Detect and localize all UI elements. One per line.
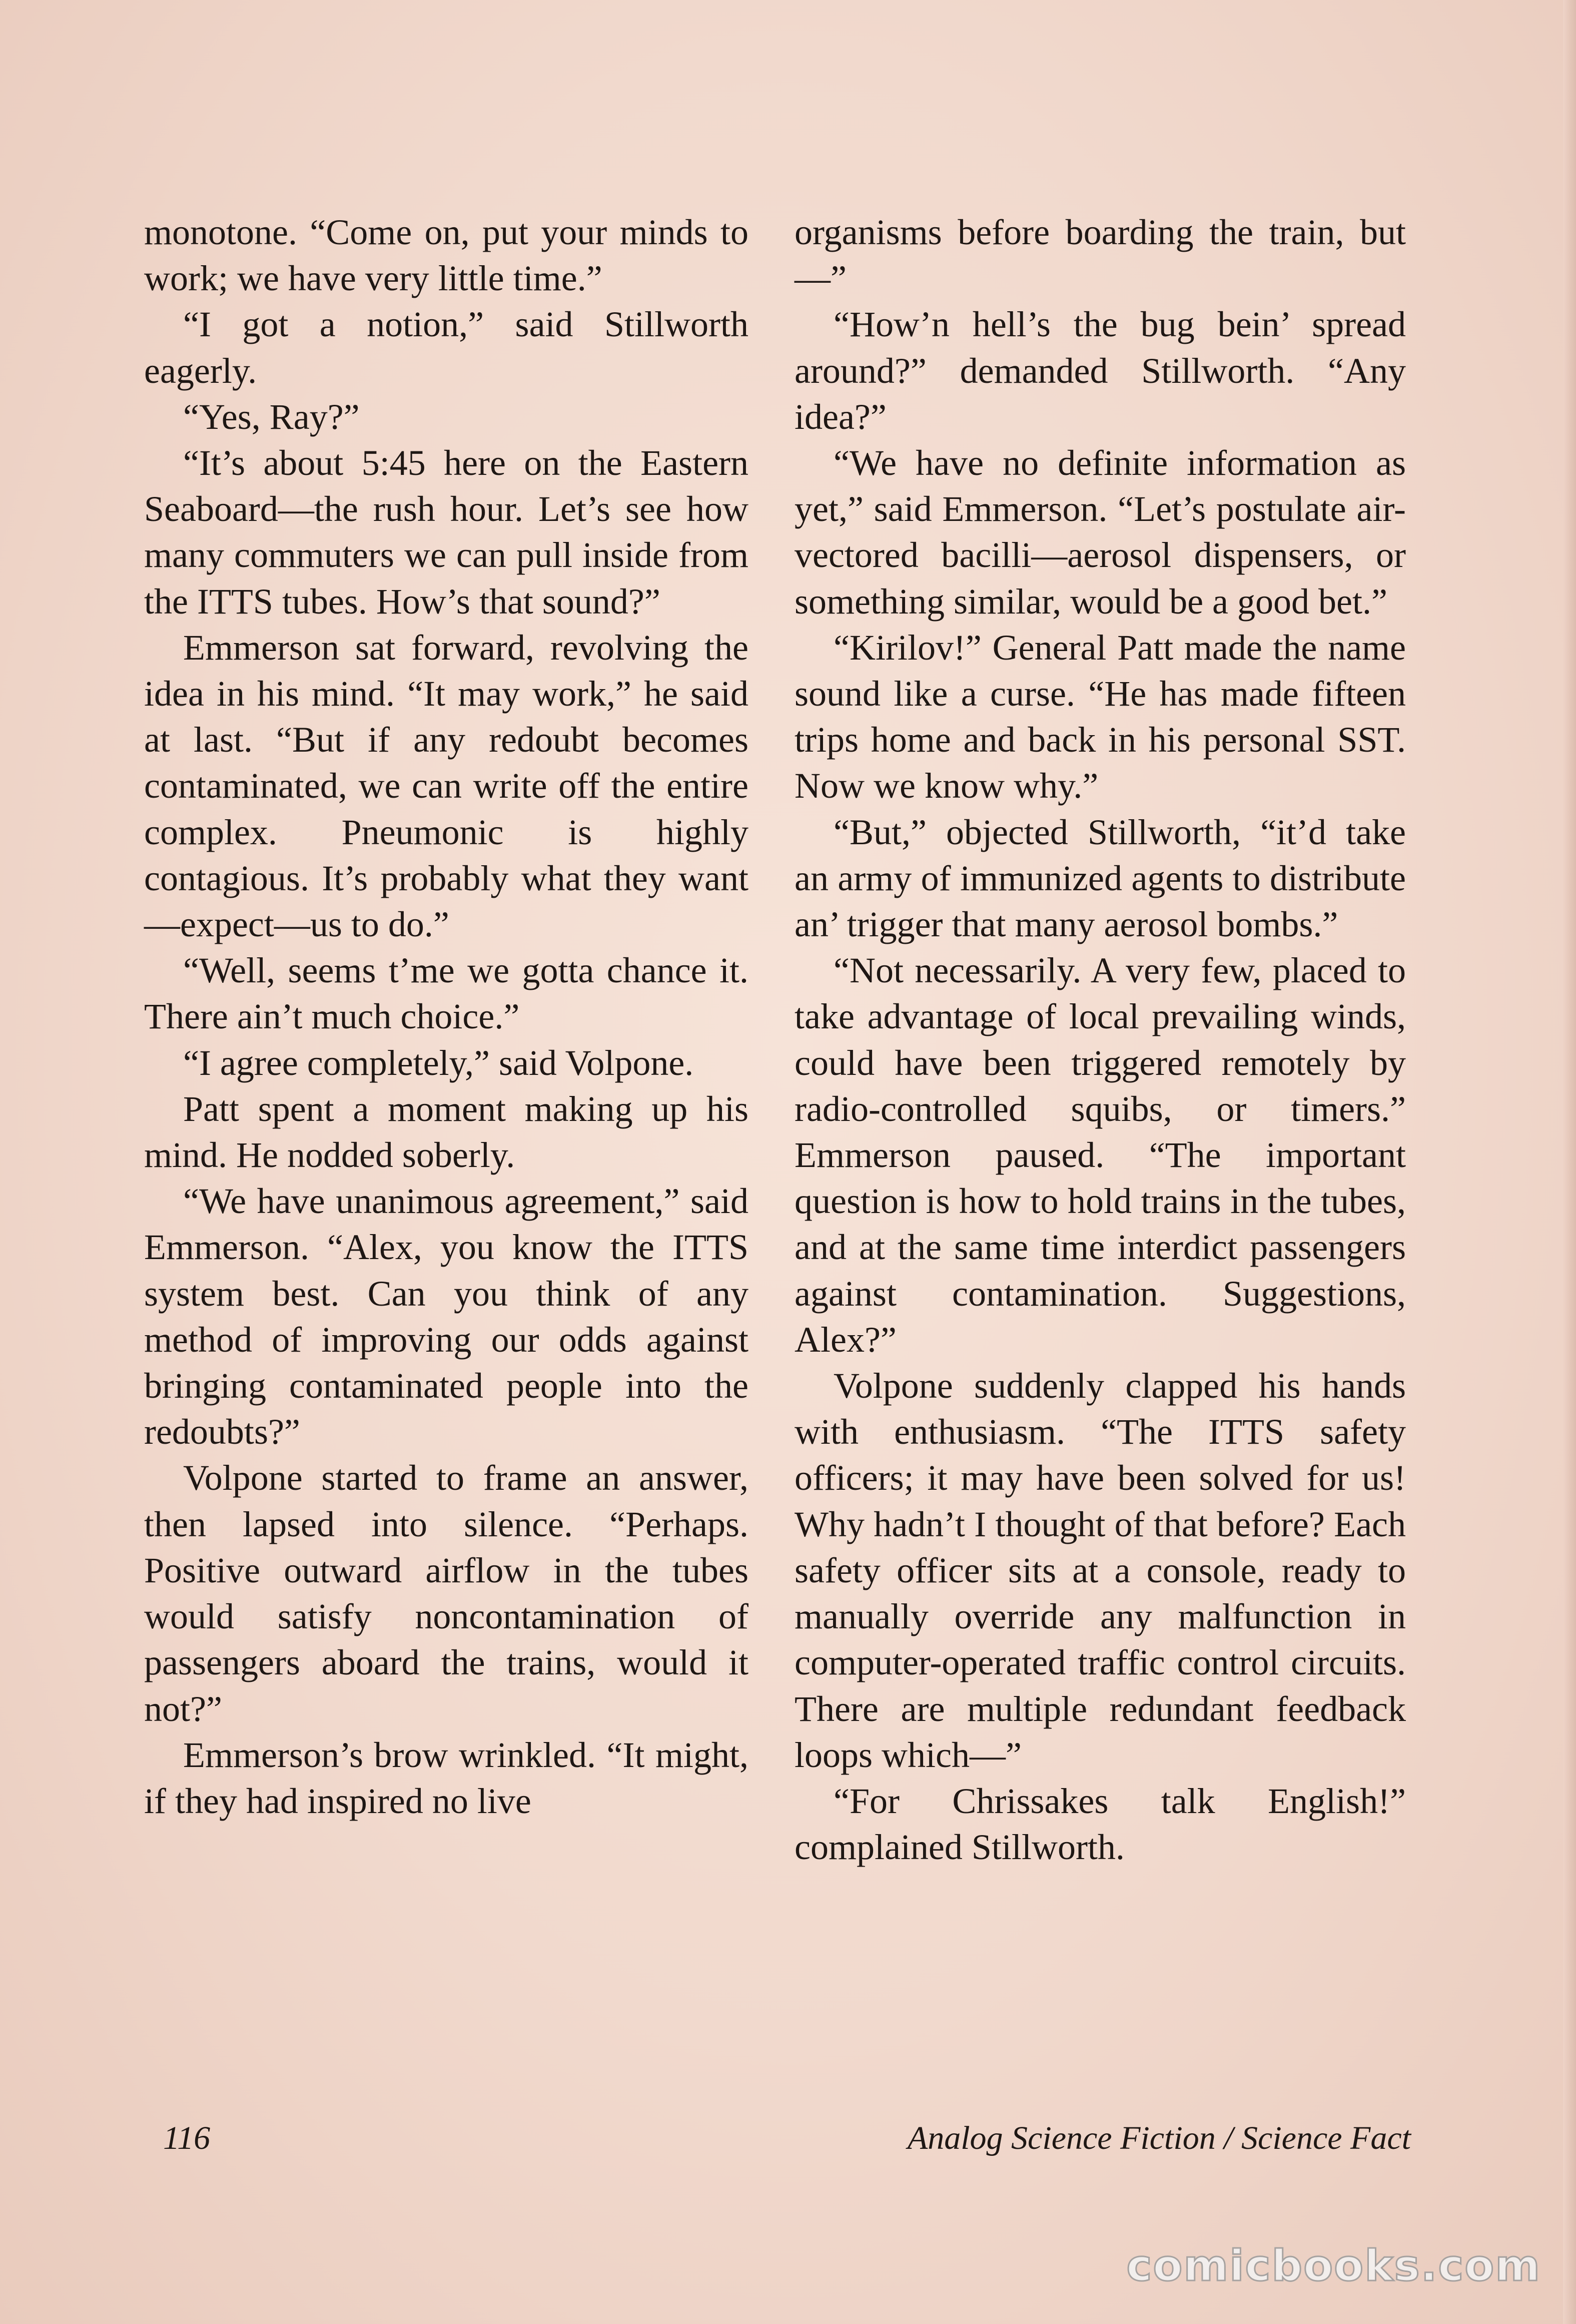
paragraph: Patt spent a moment making up his mind. He nodded soberly. — [144, 1088, 748, 1176]
paragraph: “It’s about 5:45 here on the Eastern Seaboard—the rush hour. Let’s see how many commuters we can pull inside from the ITTS tubes. How’s that sound?” — [144, 443, 748, 622]
paragraph: Emmerson’s brow wrinkled. “It might, if they had inspired no live — [144, 1734, 748, 1821]
paragraph: “For Chrissakes talk English!” complained Stillworth. — [795, 1781, 1406, 1868]
paragraph: organisms before boarding the train, but—” — [795, 212, 1406, 299]
paragraph: “Not necessarily. A very few, placed to take advantage of local prevailing winds, could have been triggered remotely by radio-controlled squibs, or timers.” Emmerson paused. “The important question is how to hold trains in the tubes, and at the same time interdict passengers against contamination. Suggestions, Alex?” — [795, 950, 1406, 1360]
paragraph: “We have unanimous agreement,” said Emmerson. “Alex, you know the ITTS system best. Can you think of any method of improving our odds against bringing contaminated people into the redoubts?” — [144, 1181, 748, 1452]
watermark-logo: comicbooks.com — [1126, 2241, 1541, 2291]
paragraph: “Yes, Ray?” — [183, 396, 360, 437]
paragraph: “How’n hell’s the bug bein’ spread around?” demanded Stillworth. “Any idea?” — [795, 304, 1406, 437]
paragraph: “Well, seems t’me we gotta chance it. There ain’t much choice.” — [144, 950, 748, 1037]
paragraph: “We have no definite information as yet,” said Emmerson. “Let’s postulate air-vectored bacilli—aerosol dispensers, or something similar, would be a good bet.” — [795, 443, 1406, 622]
right-column — [795, 209, 1406, 1870]
paragraph: Volpone started to frame an answer, then lapsed into silence. “Perhaps. Positive outward airflow in the tubes would satisfy noncontamination of passengers aboard the trains, would it not?” — [144, 1458, 748, 1729]
page-footer — [0, 2119, 1576, 2174]
paragraph: “I agree completely,” said Volpone. — [183, 1042, 694, 1083]
paragraph: “But,” objected Stillworth, “it’d take an army of immunized agents to distribute an’ trigger that many aerosol bombs.” — [795, 812, 1406, 945]
paragraph: monotone. “Come on, put your minds to work; we have very little time.” — [144, 212, 748, 299]
left-column — [144, 209, 748, 1824]
running-title: Analog Science Fiction / Science Fact — [907, 2120, 1411, 2156]
paragraph: Emmerson sat forward, revolving the idea in his mind. “It may work,” he said at last. “But if any redoubt becomes contaminated, we can write off the entire complex. Pneumonic is highly contagious. It’s probably what they want—expect—us to do.” — [144, 627, 748, 945]
paragraph: “Kirilov!” General Patt made the name sound like a curse. “He has made fifteen trips home and back in his personal SST. Now we know why.” — [795, 627, 1406, 806]
page-number: 116 — [163, 2120, 211, 2156]
paragraph: “I got a notion,” said Stillworth eagerly. — [144, 304, 748, 391]
paragraph: Volpone suddenly clapped his hands with enthusiasm. “The ITTS safety officers; it may have been solved for us! Why hadn’t I thought of that before? Each safety officer sits at a console, ready to manually override any malfunction in computer-operated traffic control circuits. There are multiple redundant feedback loops which—” — [795, 1366, 1406, 1775]
page-edge — [1563, 0, 1576, 2324]
